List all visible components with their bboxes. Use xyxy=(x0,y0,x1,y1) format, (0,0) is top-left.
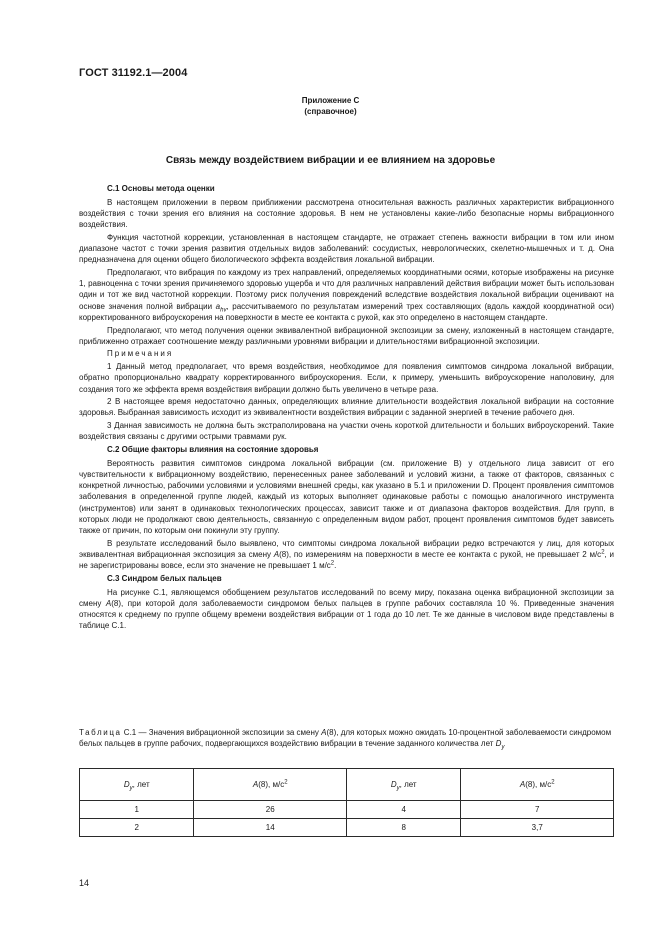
table-cell: 2 xyxy=(80,819,194,837)
standard-header: ГОСТ 31192.1—2004 xyxy=(79,67,188,79)
paragraph: Функция частотной коррекции, установленная в настоящем стандарте, не отражает степень важности вибрации в том или ином диапазоне частот с точки зрения развития отдельных видов заболеваний: сосудистых, неврологических, скелетно-мышечных и т. д. Она предназначена для оценки общего биологического эффекта воздействия локальной вибрации. xyxy=(79,232,614,265)
paragraph: Предполагают, что вибрация по каждому из трех направлений, определяемых координатными осями, которые изображены на рисунке 1, равноценна с точки зрения причиняемого здоровью ущерба и что для различных направлений действия вибрации может быть использован один и тот же вид частотной коррекции. Поэтому риск получения повреждений вследствие воздействия локальной вибрации оценивают на основе значения полной вибрации $a_{hv}$, рассчитываемого по результатам измерений трех составляющих (вдоль каждой координатной оси) корректированного виброускорения на поверхности в месте ее контакта с рукой, как это определено в настоящем стандарте. xyxy=(79,268,615,322)
table-header-row xyxy=(80,769,614,801)
section-heading-c1: С.1 Основы метода оценки xyxy=(107,184,215,193)
annex-title: Связь между воздействием вибрации и ее влиянием на здоровье xyxy=(165,155,496,166)
table-row xyxy=(80,801,614,819)
table-cell: 1 xyxy=(80,801,194,819)
annex-body xyxy=(79,183,614,633)
table-cell: 14 xyxy=(194,819,347,837)
page-number: 14 xyxy=(79,878,90,888)
section-heading-c3: С.3 Синдром белых пальцев xyxy=(107,573,222,583)
section-heading-c2: С.2 Общие факторы влияния на состояние здоровья xyxy=(107,445,319,455)
table-cell: 7 xyxy=(461,801,614,819)
table-cell: 26 xyxy=(194,801,347,819)
table-caption: Таблица С.1 — Значения вибрационной экспозиции за смену A(8), для которых можно ожидать 10-процентной заболеваемости синдромом белых пальцев в группе рабочих, подвергающихся воздействию вибрации в течение заданного количества лет $D_y$ xyxy=(79,728,612,751)
annex-label: Приложение С xyxy=(301,96,360,105)
header-cell-exposure: A(8), $м/с^2$ xyxy=(194,769,347,801)
note-2: 2 В настоящее время недостаточно данных, определяющих влияние длительности воздействия локальной вибрации на состояние здоровья. Выбранная зависимость исходит из эквивалентности воздействия вибрации с заданной энергией в течение рабочего дня. xyxy=(79,397,614,418)
table-cell: 3,7 xyxy=(461,819,614,837)
table-row xyxy=(80,819,614,837)
note-3: 3 Данная зависимость не должна быть экстраполирована на участки очень короткой длительности и больших виброускорений. Такие воздействия связаны с другими острыми травмами рук. xyxy=(79,421,614,442)
notes-heading: Примечания xyxy=(107,349,174,359)
paragraph: В настоящем приложении в первом приближении рассмотрена относительная важность различных характеристик вибрационного воздействия с точки зрения его влияния на состояние здоровья. В нем не установлены какие-либо безопасные нормы вибрационного воздействия. xyxy=(79,197,614,230)
header-cell-years: $D_y$, лет xyxy=(346,769,460,801)
table-cell: 8 xyxy=(346,819,460,837)
paragraph: Предполагают, что метод получения оценки эквивалентной вибрационной экспозиции за смену, изложенный в настоящем стандарте, приближенно отражает соотношение между различными уровнями вибрации и длительностями вибрационной экспозиции. xyxy=(79,325,614,346)
exposure-table xyxy=(79,768,614,837)
paragraph: На рисунке С.1, являющемся обобщением результатов исследований по всему миру, показана оценка вибрационной экспозиции за смену A(8), при которой доля заболеваемости синдромом белых пальцев в группе рабочих составляла 10 %. Приведенные значения относятся к среднему по группе общему времени воздействия вибрации от 1 года до 10 лет. Те же данные в числовом виде представлены в таблице С.1. xyxy=(79,587,614,631)
annex-kind: (справочное) xyxy=(304,107,357,116)
paragraph: В результате исследований было выявлено, что симптомы синдрома локальной вибрации редко встречаются у лиц, для которых эквивалентная вибрационная экспозиция за смену A(8), по измерениям на поверхности в месте ее контакта с рукой, не превышает 2 $м/с^2$, и не зарегистрированы вовсе, если это значение не превышает 1 $м/с^2$. xyxy=(79,538,614,571)
paragraph: Вероятность развития симптомов синдрома локальной вибрации (см. приложение В) у отдельного лица зависит от его чувствительности к вибрационному воздействию, перенесенных ранее заболеваний и условий жизни, а также от факторов, связанных с конкретной личностью, рабочими условиями и условиями внешней среды, как указано в 5.1 и приложении D. Процент проявления симптомов заболевания в определенной группе людей, каждый из которых выполняет одинаковые работы с помощью аналогичного инструмента (инструментов) или занят в одинаковых технологических процессах, зависит также и от диапазона факторов воздействия. Для групп, в которых люди не продолжают свою деятельность, связанную с определенным видом работ, процент проявления симптомов будет зависеть также от причин, по которым они покинули эту группу. xyxy=(79,458,614,536)
note-1: 1 Данный метод предполагает, что время воздействия, необходимое для появления симптомов синдрома локальной вибрации, обратно пропорционально квадрату корректированного виброускорения. Если, к примеру, уменьшить виброускорение наполовину, для создания того же эффекта время воздействия вибрации должно быть увеличено в четыре раза. xyxy=(79,362,614,394)
header-cell-exposure: A(8), $м/с^2$ xyxy=(461,769,614,801)
table-cell: 4 xyxy=(346,801,460,819)
header-cell-years: $D_y$, лет xyxy=(80,769,194,801)
